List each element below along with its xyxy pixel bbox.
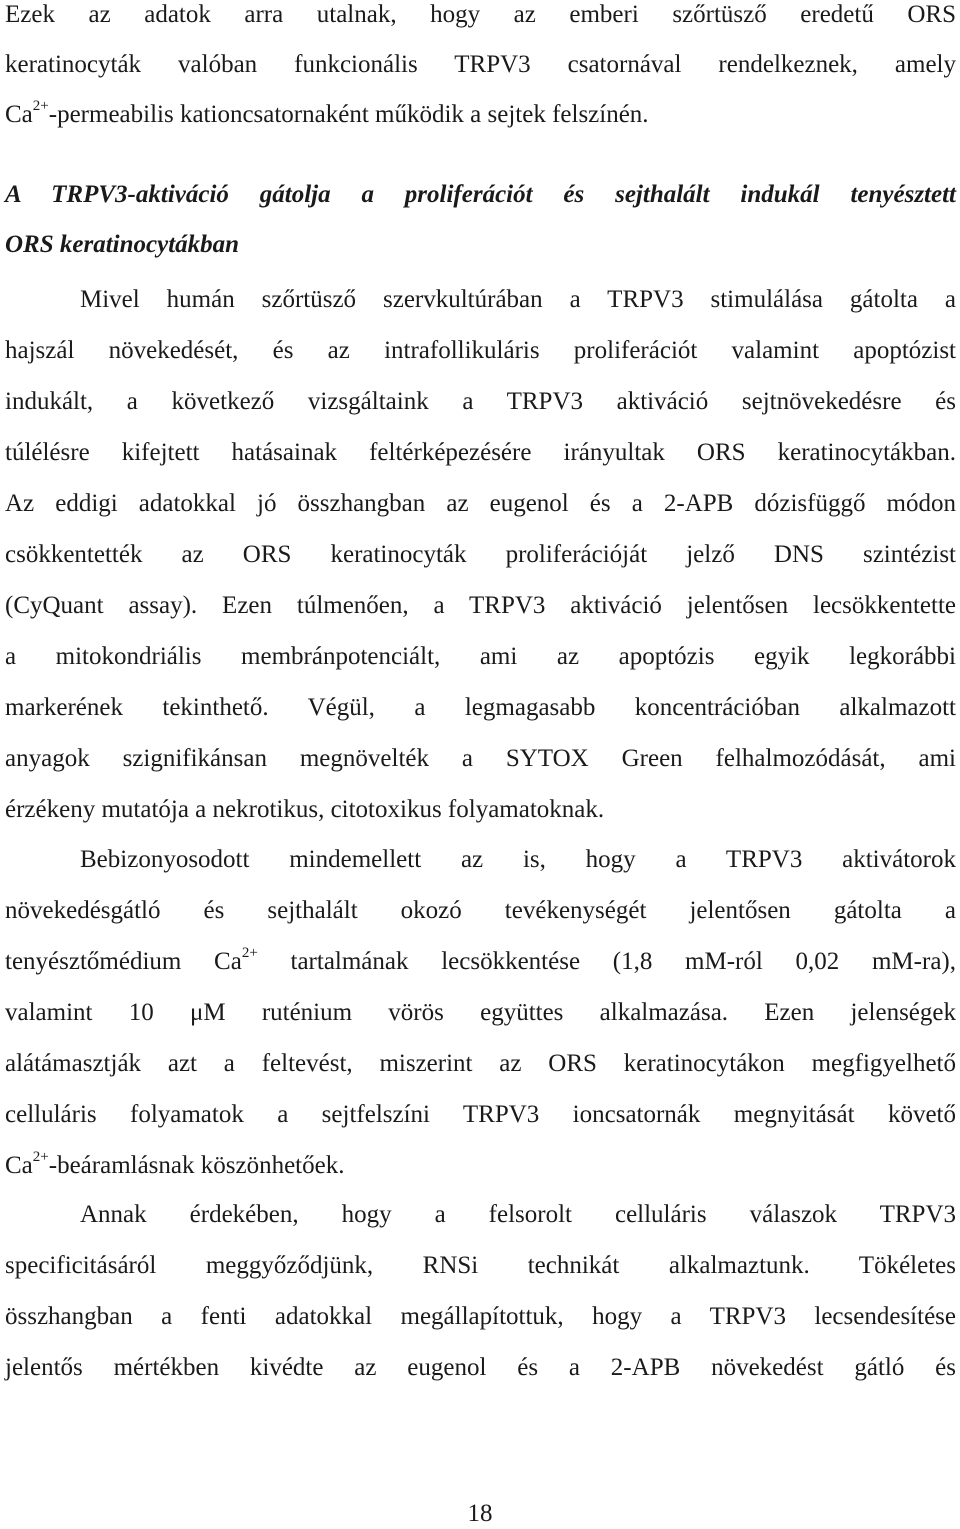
line-continuation: -permeabilis kationcsatornaként működik a sejtek felszínén.	[48, 101, 649, 128]
paragraph-2-line-4: túlélésre kifejtett hatásainak feltérképezésére irányultak ORS keratinocytákban.	[5, 439, 956, 466]
paragraph-4-line-4: jelentős mértékben kivédte az eugenol és a 2-APB növekedést gátló és	[5, 1354, 956, 1381]
ion-symbol: Ca	[5, 101, 33, 128]
paragraph-2-line-2: hajszál növekedését, és az intrafollikuláris proliferációt valamint apoptózist	[5, 337, 956, 364]
line-continuation: tartalmának lecsökkentése (1,8 mM-ról 0,02 mM-ra),	[257, 948, 956, 975]
page-number: 18	[467, 1500, 493, 1527]
paragraph-3-line-2: növekedésgátló és sejthalált okozó tevékenységét jelentősen gátolta a	[5, 897, 956, 924]
paragraph-4-line-1: Annak érdekében, hogy a felsorolt celluláris válaszok TRPV3	[80, 1201, 956, 1228]
paragraph-2-line-11: érzékeny mutatója a nekrotikus, citotoxikus folyamatoknak.	[5, 796, 605, 823]
ion-charge-superscript: 2+	[32, 1148, 49, 1165]
paragraph-4-line-2: specificitásáról meggyőződjünk, RNSi technikát alkalmaztunk. Tökéletes	[5, 1252, 956, 1279]
paragraph-2-line-9: markerének tekinthető. Végül, a legmagasabb koncentrációban alkalmazott	[5, 694, 956, 721]
section-heading-line-1: A TRPV3-aktiváció gátolja a proliferációt és sejthalált indukál tenyésztett	[5, 181, 956, 208]
paragraph-2-line-7: (CyQuant assay). Ezen túlmenően, a TRPV3 aktiváció jelentősen lecsökkentette	[5, 592, 956, 619]
paragraph-3-line-4: valamint 10 μM ruténium vörös együttes alkalmazása. Ezen jelenségek	[5, 999, 956, 1026]
line-prefix: tenyésztőmédium Ca	[5, 948, 242, 975]
paragraph-3-line-5: alátámasztják azt a feltevést, miszerint az ORS keratinocytákon megfigyelhető	[5, 1050, 956, 1077]
paragraph-2-line-3: indukált, a következő vizsgáltaink a TRPV3 aktiváció sejtnövekedésre és	[5, 388, 956, 415]
section-heading-line-2: ORS keratinocytákban	[5, 231, 240, 258]
line-continuation: -beáramlásnak köszönhetőek.	[48, 1152, 345, 1179]
paragraph-2-line-1: Mivel humán szőrtüsző szervkultúrában a TRPV3 stimulálása gátolta a	[80, 286, 956, 313]
ion-charge-superscript: 2+	[241, 944, 258, 961]
ion-symbol: Ca	[5, 1152, 33, 1179]
paragraph-2-line-6: csökkentették az ORS keratinocyták proliferációját jelző DNS szintézist	[5, 541, 956, 568]
paragraph-4-line-3: összhangban a fenti adatokkal megállapítottuk, hogy a TRPV3 lecsendesítése	[5, 1303, 956, 1330]
paragraph-1-line-3	[5, 97, 956, 130]
paragraph-2-line-8: a mitokondriális membránpotenciált, ami az apoptózis egyik legkorábbi	[5, 643, 956, 670]
paragraph-1-line-1: Ezek az adatok arra utalnak, hogy az emberi szőrtüsző eredetű ORS	[5, 1, 956, 28]
paragraph-2-line-5: Az eddigi adatokkal jó összhangban az eugenol és a 2-APB dózisfüggő módon	[5, 490, 956, 517]
paragraph-1-line-2: keratinocyták valóban funkcionális TRPV3 csatornával rendelkeznek, amely	[5, 51, 956, 78]
paragraph-3-line-6: celluláris folyamatok a sejtfelszíni TRPV3 ioncsatornák megnyitását követő	[5, 1101, 956, 1128]
paragraph-3-line-7	[5, 1148, 956, 1181]
paragraph-3-line-3	[5, 944, 956, 977]
paragraph-2-line-10: anyagok szignifikánsan megnövelték a SYTOX Green felhalmozódását, ami	[5, 745, 956, 772]
ion-charge-superscript: 2+	[32, 97, 49, 114]
paragraph-3-line-1: Bebizonyosodott mindemellett az is, hogy a TRPV3 aktivátorok	[80, 846, 956, 873]
